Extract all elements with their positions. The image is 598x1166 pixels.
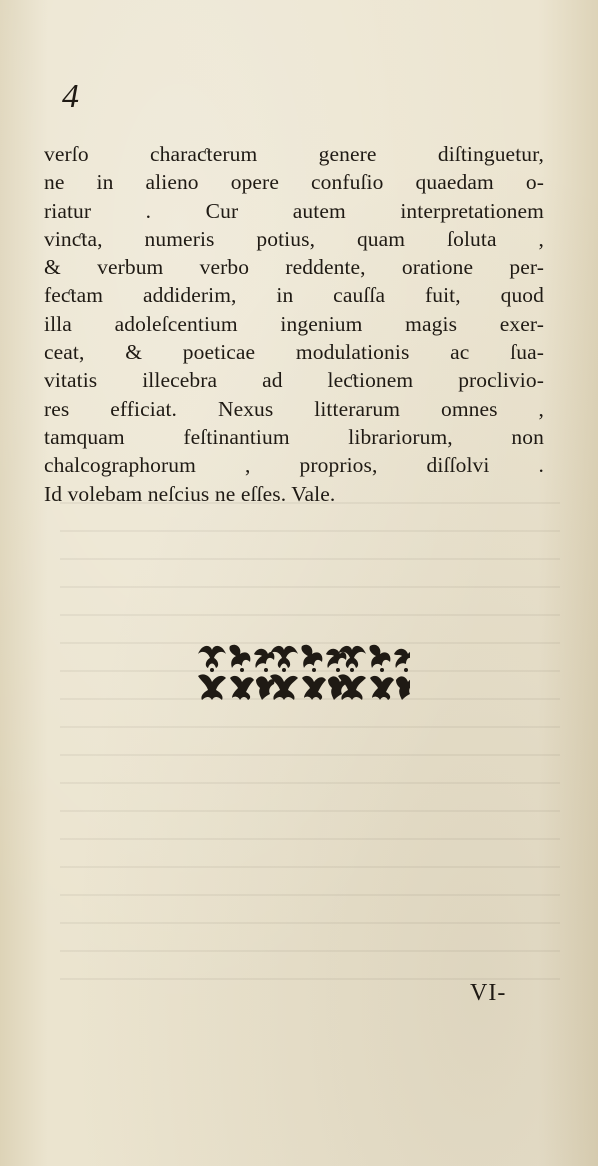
text-line: res efficiat. Nexus litterarum omnes , — [44, 396, 544, 421]
text-line: vinƈta, numeris potius, quam ſoluta , — [44, 226, 544, 251]
catchword: VI- — [470, 980, 507, 1006]
text-line: verſo charaƈterum genere diſtinguetur, — [44, 142, 544, 166]
text-line: tamquam feſtinantium librariorum, non — [44, 424, 544, 449]
text-line: & verbum verbo reddente, oratione per- — [44, 255, 544, 280]
fleuron-ornament-icon — [196, 640, 410, 706]
page-number: 4 — [62, 78, 79, 115]
text-line: feƈtam addiderim, in cauſſa fuit, quod — [44, 283, 544, 308]
body-text — [44, 140, 544, 508]
show-through-texture — [60, 500, 560, 980]
text-line: riatur . Cur autem interpretationem — [44, 198, 544, 223]
text-line: ceat, & poeticae modulationis ac ſua- — [44, 340, 544, 365]
text-line: ne in alieno opere confuſio quaedam o- — [44, 170, 544, 195]
text-line: chalcographorum , proprios, diſſolvi . — [44, 453, 544, 478]
text-line: illa adoleſcentium ingenium magis exer- — [44, 311, 544, 336]
text-line: vitatis illecebra ad leƈtionem proclivio- — [44, 368, 544, 393]
text-line: Id volebam neſcius ne eſſes. Vale. — [44, 481, 336, 506]
